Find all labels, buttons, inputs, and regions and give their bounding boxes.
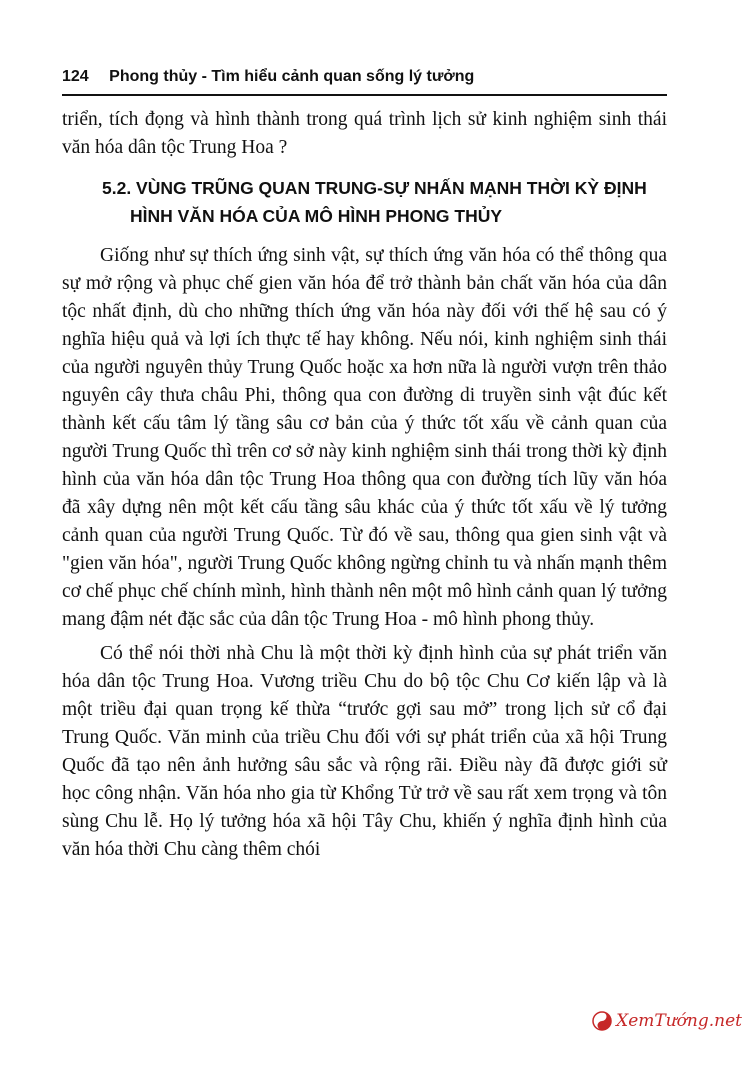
section-heading-line-2: HÌNH VĂN HÓA CỦA MÔ HÌNH PHONG THỦY [130, 206, 503, 226]
continuation-paragraph: triển, tích đọng và hình thành trong quá trình lịch sử kinh nghiệm sinh thái văn hóa dân tộc Trung Hoa ? [62, 109, 667, 158]
body-text [62, 106, 667, 864]
section-heading [62, 174, 667, 230]
watermark-text: XemTướng.net [616, 1011, 742, 1031]
running-header [62, 60, 667, 96]
yin-yang-icon [592, 1011, 612, 1031]
paragraph: Giống như sự thích ứng sinh vật, sự thích ứng văn hóa có thể thông qua sự mở rộng và phục chế gien văn hóa để trở thành bản chất văn hóa của dân tộc nhất định, dù cho những thích ứng văn hóa này đối với thế hệ sau có ý nghĩa hiệu quả và lợi ích thực tế hay không. Nếu nói, kinh nghiệm sinh thái của người nguyên thủy Trung Quốc hoặc xa hơn nữa là người vượn trên thảo nguyên cây thưa châu Phi, thông qua con đường di truyền sinh vật đúc kết thành kết cấu tâm lý tầng sâu cơ bản của ý thức tốt xấu về cảnh quan của người Trung Quốc thì trên cơ sở này kinh nghiệm sinh thái trong thời kỳ định hình của văn hóa dân tộc Trung Hoa thông qua con đường tích lũy văn hóa đã xây dựng nên một kết cấu tầng sâu khác của ý thức tốt xấu về lý tưởng cảnh quan của người Trung Quốc. Từ đó về sau, thông qua gien sinh vật và "gien văn hóa", người Trung Quốc không ngừng chỉnh tu và nhấn mạnh thêm cơ chế phục chế chính mình, hình thành nên một mô hình cảnh quan lý tưởng mang đậm nét đặc sắc của dân tộc Trung Hoa - mô hình phong thủy. [62, 245, 667, 630]
section-heading-line-1: 5.2. VÙNG TRŨNG QUAN TRUNG-SỰ NHẤN MẠNH THỜI KỲ ĐỊNH [102, 178, 647, 198]
site-watermark [592, 1011, 742, 1031]
paragraph: Có thể nói thời nhà Chu là một thời kỳ định hình của sự phát triển văn hóa dân tộc Trung Hoa. Vương triều Chu do bộ tộc Chu Cơ kiến lập và là một triều đại quan trọng kế thừa “trước gợi sau mở” trong lịch sử cổ đại Trung Quốc. Văn minh của triều Chu đối với sự phát triển của xã hội Trung Quốc đã tạo nên ảnh hưởng sâu sắc và rộng rãi. Điều này đã được giới sử học công nhận. Văn hóa nho gia từ Khổng Tử trở về sau rất xem trọng và tôn sùng Chu lễ. Họ lý tưởng hóa xã hội Tây Chu, khiến ý nghĩa định hình của văn hóa thời Chu càng thêm chói [62, 643, 667, 860]
book-title: Phong thủy - Tìm hiểu cảnh quan sống lý tưởng [109, 68, 475, 85]
page-number: 124 [62, 68, 89, 85]
